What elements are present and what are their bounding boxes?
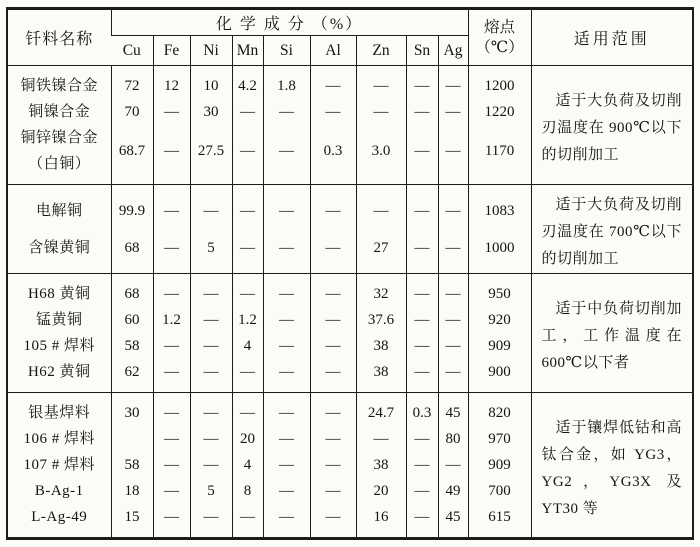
- composition-value-cell: —: [263, 274, 310, 308]
- composition-value-cell: —: [153, 504, 190, 539]
- table-body: [7, 66, 693, 539]
- composition-value-cell: —: [263, 452, 310, 478]
- composition-value-cell: —: [406, 185, 438, 230]
- composition-value-cell: —: [406, 333, 438, 359]
- composition-value-cell: —: [438, 307, 468, 333]
- composition-value-cell: 27.5: [190, 125, 232, 185]
- composition-value-cell: 1.2: [153, 307, 190, 333]
- composition-value-cell: 58: [111, 333, 153, 359]
- composition-value-cell: 72: [111, 66, 153, 100]
- composition-value-cell: —: [190, 452, 232, 478]
- composition-value-cell: —: [263, 504, 310, 539]
- application-range-cell: 适于中负荷切削加工，工作温度在 600℃以下者: [531, 274, 693, 393]
- solder-name-cell: 含镍黄铜: [28, 239, 91, 256]
- composition-value-cell: 68: [111, 274, 153, 308]
- composition-value-cell: 38: [356, 452, 406, 478]
- composition-value-cell: —: [190, 359, 232, 393]
- table-row: [7, 274, 693, 308]
- composition-value-cell: —: [263, 229, 310, 274]
- composition-value-cell: —: [438, 99, 468, 125]
- composition-value-cell: 32: [356, 274, 406, 308]
- composition-value-cell: —: [406, 66, 438, 100]
- composition-value-cell: —: [153, 185, 190, 230]
- header-element-fe: Fe: [153, 36, 190, 66]
- composition-value-cell: —: [406, 504, 438, 539]
- melting-point-cell: 920: [468, 307, 531, 333]
- composition-value-cell: —: [232, 125, 263, 185]
- melting-point-cell: 1200: [468, 66, 531, 100]
- composition-value-cell: 99.9: [111, 185, 153, 230]
- table-header: [7, 9, 693, 66]
- solder-name-cell: B-Ag-1: [34, 483, 84, 499]
- composition-value-cell: 20: [356, 478, 406, 504]
- composition-value-cell: —: [310, 504, 356, 539]
- composition-value-cell: 0.3: [310, 125, 356, 185]
- composition-value-cell: —: [438, 229, 468, 274]
- composition-value-cell: —: [406, 452, 438, 478]
- composition-value-cell: 0.3: [406, 393, 438, 427]
- melting-point-cell: 909: [468, 333, 531, 359]
- header-element-cu: Cu: [122, 41, 141, 59]
- composition-value-cell: —: [356, 185, 406, 230]
- melting-point-cell: 1000: [468, 229, 531, 274]
- composition-value-cell: —: [232, 229, 263, 274]
- composition-value-cell: 38: [356, 359, 406, 393]
- composition-value-cell: 58: [111, 452, 153, 478]
- composition-value-cell: —: [153, 125, 190, 185]
- melting-point-cell: 909: [468, 452, 531, 478]
- solder-name-cell: L-Ag-49: [31, 509, 88, 525]
- header-melting-point: [468, 9, 531, 66]
- composition-value-cell: —: [190, 426, 232, 452]
- composition-value-cell: —: [310, 66, 356, 100]
- composition-value-cell: —: [310, 185, 356, 230]
- composition-value-cell: 4: [232, 333, 263, 359]
- composition-value-cell: —: [232, 274, 263, 308]
- application-range-cell: 适于镶焊低钴和高钛合金，如 YG3，YG2，YG3X 及 YT30 等: [531, 393, 693, 539]
- composition-value-cell: —: [310, 478, 356, 504]
- composition-value-cell: —: [310, 274, 356, 308]
- composition-value-cell: —: [232, 359, 263, 393]
- composition-value-cell: —: [406, 274, 438, 308]
- composition-value-cell: —: [263, 185, 310, 230]
- composition-value-cell: —: [263, 99, 310, 125]
- solder-name-cell: 105 # 焊料: [23, 338, 95, 354]
- composition-value-cell: —: [310, 307, 356, 333]
- melting-point-cell: 950: [468, 274, 531, 308]
- melting-point-cell: 820: [468, 393, 531, 427]
- composition-value-cell: —: [310, 426, 356, 452]
- melting-point-cell: 700: [468, 478, 531, 504]
- melting-point-label-line2: （℃）: [475, 38, 524, 56]
- composition-value-cell: —: [310, 333, 356, 359]
- composition-value-cell: 80: [438, 426, 468, 452]
- solder-alloy-table: [6, 7, 694, 540]
- composition-value-cell: —: [263, 393, 310, 427]
- composition-value-cell: —: [190, 185, 232, 230]
- header-element-zn: Zn: [356, 36, 406, 66]
- header-element-sn: Sn: [406, 36, 438, 66]
- table-row: [7, 393, 693, 427]
- composition-value-cell: 3.0: [356, 125, 406, 185]
- composition-value-cell: 4: [232, 452, 263, 478]
- composition-value-cell: —: [438, 452, 468, 478]
- composition-value-cell: —: [356, 66, 406, 100]
- composition-value-cell: —: [153, 229, 190, 274]
- melting-point-cell: 900: [468, 359, 531, 393]
- composition-value-cell: 4.2: [232, 66, 263, 100]
- composition-value-cell: 15: [111, 504, 153, 539]
- composition-value-cell: 5: [190, 229, 232, 274]
- solder-name-cell: 106 # 焊料: [23, 431, 95, 447]
- melting-point-cell: 1170: [468, 125, 531, 185]
- header-element-mn: Mn: [232, 36, 263, 66]
- composition-value-cell: 62: [111, 359, 153, 393]
- composition-value-cell: [111, 426, 153, 452]
- composition-value-cell: —: [153, 452, 190, 478]
- composition-value-cell: —: [263, 478, 310, 504]
- solder-name-second-line: （白铜）: [28, 156, 91, 172]
- composition-value-cell: 30: [190, 99, 232, 125]
- composition-value-cell: 49: [438, 478, 468, 504]
- header-element-ni: Ni: [190, 36, 232, 66]
- composition-value-cell: —: [153, 99, 190, 125]
- composition-value-cell: —: [263, 359, 310, 393]
- solder-name-cell: 铜锌镍合金 （白铜）: [7, 125, 111, 185]
- composition-value-cell: 45: [438, 393, 468, 427]
- solder-name-cell: 银基焊料: [7, 393, 111, 427]
- composition-value-cell: 38: [356, 333, 406, 359]
- composition-value-cell: —: [232, 393, 263, 427]
- solder-name-cell: H62 黄铜: [27, 364, 91, 380]
- composition-value-cell: 27: [356, 229, 406, 274]
- composition-value-cell: —: [190, 333, 232, 359]
- composition-value-cell: —: [438, 359, 468, 393]
- composition-value-cell: —: [406, 99, 438, 125]
- composition-value-cell: —: [438, 125, 468, 185]
- melting-point-cell: 1220: [468, 99, 531, 125]
- composition-value-cell: —: [263, 426, 310, 452]
- composition-value-cell: —: [190, 307, 232, 333]
- composition-value-cell: 70: [111, 99, 153, 125]
- composition-value-cell: —: [190, 274, 232, 308]
- header-element-al: Al: [310, 36, 356, 66]
- application-range-cell: 适于大负荷及切削刃温度在 700℃以下的切削加工: [531, 185, 693, 274]
- composition-value-cell: —: [263, 307, 310, 333]
- melting-point-cell: 615: [468, 504, 531, 539]
- composition-value-cell: —: [232, 504, 263, 539]
- composition-value-cell: —: [310, 99, 356, 125]
- composition-value-cell: —: [190, 504, 232, 539]
- solder-name-cell: H68 黄铜: [7, 274, 111, 308]
- composition-value-cell: —: [310, 359, 356, 393]
- composition-value-cell: 30: [111, 393, 153, 427]
- solder-name-cell: 107 # 焊料: [23, 457, 95, 473]
- header-element-ag: Ag: [438, 36, 468, 66]
- composition-value-cell: —: [356, 99, 406, 125]
- composition-value-cell: —: [406, 478, 438, 504]
- header-solder-name: 钎料名称: [25, 31, 94, 48]
- composition-value-cell: 20: [232, 426, 263, 452]
- composition-value-cell: —: [153, 393, 190, 427]
- header-application-range: 适用范围: [531, 9, 693, 66]
- composition-value-cell: —: [153, 478, 190, 504]
- composition-value-cell: 45: [438, 504, 468, 539]
- composition-value-cell: —: [438, 66, 468, 100]
- table-row: [7, 185, 693, 230]
- composition-value-cell: —: [153, 274, 190, 308]
- header-element-si: Si: [263, 36, 310, 66]
- composition-value-cell: 68: [111, 229, 153, 274]
- composition-value-cell: —: [438, 333, 468, 359]
- composition-value-cell: —: [406, 307, 438, 333]
- composition-value-cell: —: [263, 125, 310, 185]
- composition-value-cell: —: [406, 359, 438, 393]
- solder-name-cell: 锰黄铜: [35, 312, 83, 328]
- composition-value-cell: —: [438, 185, 468, 230]
- composition-value-cell: 8: [232, 478, 263, 504]
- composition-value-cell: —: [310, 229, 356, 274]
- composition-value-cell: 60: [111, 307, 153, 333]
- composition-value-cell: 18: [111, 478, 153, 504]
- composition-value-cell: 1.2: [232, 307, 263, 333]
- composition-value-cell: 5: [190, 478, 232, 504]
- composition-value-cell: —: [190, 393, 232, 427]
- melting-point-cell: 1083: [468, 185, 531, 230]
- header-chemical-composition: 化 学 成 分 （%）: [111, 9, 468, 36]
- melting-point-label-line1: 熔点: [484, 18, 516, 36]
- melting-point-cell: 970: [468, 426, 531, 452]
- solder-name-cell: 铜镍合金: [28, 104, 91, 120]
- composition-value-cell: 12: [153, 66, 190, 100]
- composition-value-cell: —: [406, 125, 438, 185]
- composition-value-cell: —: [153, 333, 190, 359]
- composition-value-cell: —: [232, 185, 263, 230]
- composition-value-cell: —: [232, 99, 263, 125]
- solder-name-cell: 电解铜: [7, 185, 111, 230]
- application-range-cell: 适于大负荷及切削刃温度在 900℃以下的切削加工: [531, 66, 693, 185]
- composition-value-cell: —: [153, 359, 190, 393]
- composition-value-cell: —: [310, 393, 356, 427]
- composition-value-cell: 68.7: [111, 125, 153, 185]
- composition-value-cell: 1.8: [263, 66, 310, 100]
- composition-value-cell: 24.7: [356, 393, 406, 427]
- composition-value-cell: —: [153, 426, 190, 452]
- composition-value-cell: —: [263, 333, 310, 359]
- solder-name-cell: 铜铁镍合金: [7, 66, 111, 100]
- table-row: [7, 66, 693, 100]
- composition-value-cell: —: [406, 229, 438, 274]
- composition-value-cell: 37.6: [356, 307, 406, 333]
- composition-value-cell: —: [438, 274, 468, 308]
- composition-value-cell: 16: [356, 504, 406, 539]
- composition-value-cell: —: [406, 426, 438, 452]
- composition-value-cell: —: [310, 452, 356, 478]
- composition-value-cell: 10: [190, 66, 232, 100]
- composition-value-cell: —: [356, 426, 406, 452]
